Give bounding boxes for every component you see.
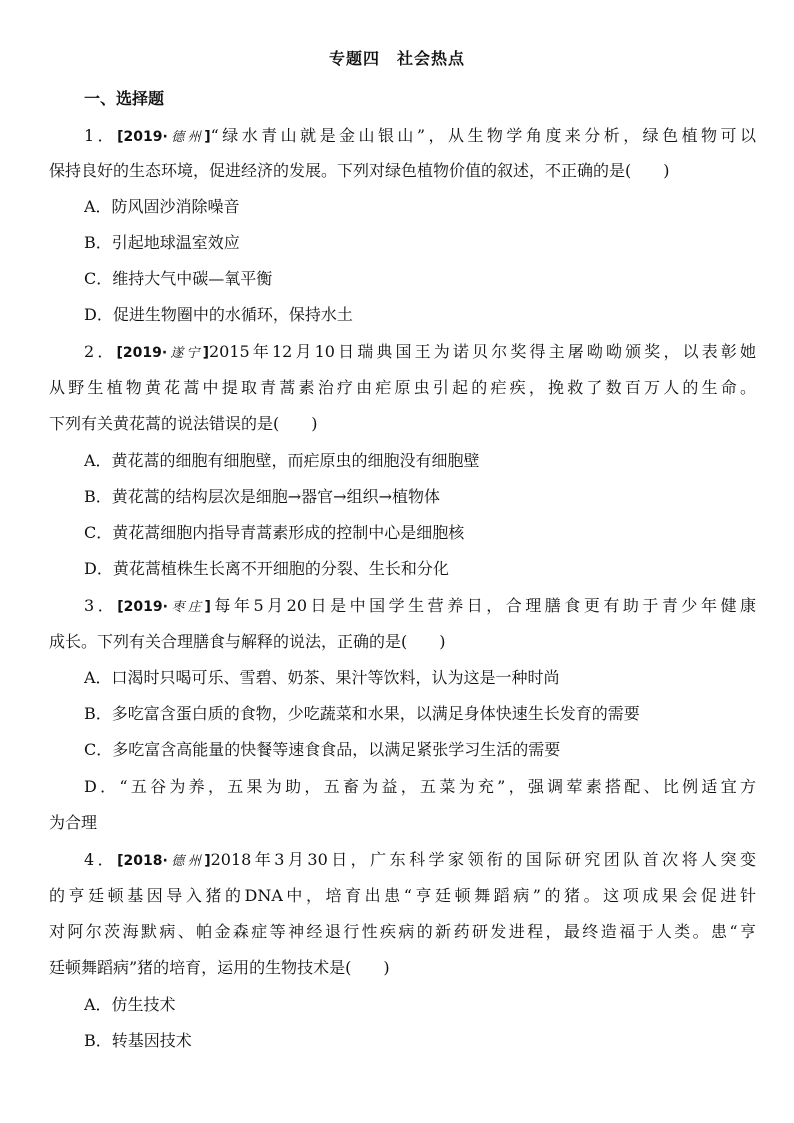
source-tag-open: [2019· [116,345,168,361]
question-1-option-d: D．促进生物圈中的水循环，保持水土 [84,305,353,324]
question-2-option-a: A．黄花蒿的细胞有细胞壁，而疟原虫的细胞没有细胞壁 [84,451,480,470]
question-2-stem-line-2: 从野生植物黄花蒿中提取青蒿素治疗由疟原虫引起的疟疾，挽救了数百万人的生命。 [49,378,756,397]
question-1-stem-line-1 [84,126,756,148]
question-4-option-b: B．转基因技术 [84,1031,192,1050]
question-2-option-c: C．黄花蒿细胞内指导青蒿素形成的控制中心是细胞核 [84,523,465,542]
source-city: 遂宁 [167,346,203,361]
question-4-option-a: A．仿生技术 [84,995,176,1014]
question-4-stem-line-3: 对阿尔茨海默病、帕金森症等神经退行性疾病的新药研发进程，最终造福于人类。患“亨 [49,922,756,941]
source-city: 枣庄 [167,600,205,615]
question-2-stem-line-1 [84,342,756,364]
section-heading: 一、选择题 [84,89,165,108]
question-number: 4． [84,850,118,869]
question-number: 1． [84,126,118,145]
question-1-option-b: B．引起地球温室效应 [84,233,240,252]
question-1-option-a: A．防风固沙消除噪音 [84,197,240,216]
question-4-stem-line-4: 廷顿舞蹈病”猪的培育，运用的生物技术是( ) [49,958,390,977]
stem-text: “绿水青山就是金山银山”，从生物学角度来分析，绿色植物可以 [210,126,756,145]
question-number: 3． [84,596,118,615]
stem-text: 每年5月20日是中国学生营养日，合理膳食更有助于青少年健康 [210,596,756,615]
question-4-stem-line-2: 的亨廷顿基因导入猪的DNA中，培育出患“亨廷顿舞蹈病”的猪。这项成果会促进针 [49,886,756,905]
stem-text: 2018年3月30日，广东科学家领衔的国际研究团队首次将人突变 [210,850,756,869]
source-tag-close: ] [204,853,211,869]
question-3-option-d: D．“五谷为养，五果为助，五畜为益，五菜为充”，强调荤素搭配、比例适宜方 [84,777,756,796]
question-3-stem-line-2: 成长。下列有关合理膳食与解释的说法，正确的是( ) [49,632,446,651]
source-tag-close: ] [204,129,211,145]
question-2-stem-line-3: 下列有关黄花蒿的说法错误的是( ) [49,414,318,433]
source-tag-open: [2019· [117,599,168,615]
source-tag-open: [2019· [117,129,168,145]
page-title: 专题四 社会热点 [328,49,465,68]
question-1-option-c: C．维持大气中碳—氧平衡 [84,269,273,288]
question-3-option-b: B．多吃富含蛋白质的食物，少吃蔬菜和水果，以满足身体快速生长发育的需要 [84,704,640,723]
source-city: 德州 [167,854,205,869]
question-2-option-d: D．黄花蒿植株生长离不开细胞的分裂、生长和分化 [84,559,449,578]
stem-text: 2015年12月10日瑞典国王为诺贝尔奖得主屠呦呦颁奖，以表彰她 [208,342,756,361]
source-tag-open: [2018· [117,853,168,869]
question-1-stem-line-2: 保持良好的生态环境，促进经济的发展。下列对绿色植物价值的叙述，不正确的是( ) [49,161,670,180]
source-tag-close: ] [202,345,209,361]
source-tag-close: ] [204,599,211,615]
source-city: 德州 [167,130,205,145]
question-4-stem-line-1 [84,850,756,872]
question-3-option-a: A．口渴时只喝可乐、雪碧、奶茶、果汁等饮料，认为这是一种时尚 [84,668,560,687]
question-number: 2． [84,342,117,361]
question-3-stem-line-1 [84,596,756,618]
question-3-option-c: C．多吃富含高能量的快餐等速食食品，以满足紧张学习生活的需要 [84,740,561,759]
question-3-option-d-continuation: 为合理 [49,813,98,832]
question-2-option-b: B．黄花蒿的结构层次是细胞→器官→组织→植物体 [84,487,440,506]
